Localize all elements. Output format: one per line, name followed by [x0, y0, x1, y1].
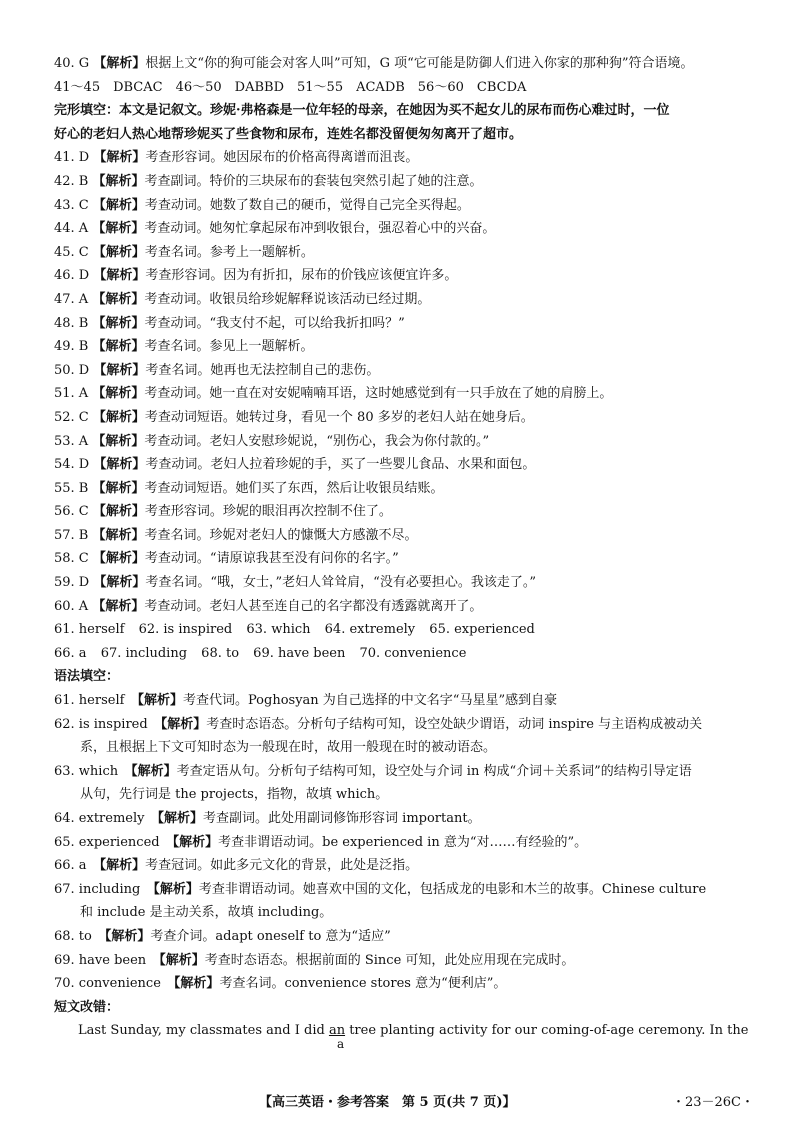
- passage-text: Last Sunday, my classmates and I did: [78, 1023, 329, 1039]
- cloze-item: [54, 595, 754, 619]
- analysis-tag: 【解析】: [93, 457, 146, 473]
- grammar-item: [54, 925, 754, 949]
- correction-passage: [54, 1019, 754, 1043]
- item-number: 68. to: [54, 928, 92, 944]
- grammar-answer: 66. a: [54, 645, 87, 661]
- grammar-item: [54, 831, 754, 855]
- analysis-tag: 【解析】: [92, 433, 145, 449]
- analysis-tag: 【解析】: [92, 551, 145, 567]
- item-number: 60. A: [54, 598, 89, 614]
- correction-fix-row: [54, 1036, 754, 1057]
- analysis-tag: 【解析】: [172, 834, 219, 850]
- item-number: 70. convenience: [54, 976, 161, 992]
- page-footer: [54, 1091, 754, 1111]
- cloze-item: [54, 312, 754, 336]
- analysis-tag: 【解析】: [137, 693, 183, 709]
- analysis-text: 考查动词。“我支付不起，可以给我折扣吗？”: [144, 315, 405, 331]
- analysis-text: 考查动词短语。她们买了东西，然后让收银员结账。: [144, 480, 444, 496]
- analysis-tag: 【解析】: [92, 339, 145, 355]
- item-number: 56. C: [54, 504, 89, 520]
- analysis-tag: 【解析】: [92, 598, 145, 614]
- grammar-answer: 65. experienced: [429, 622, 535, 638]
- analysis-tag: 【解析】: [92, 409, 145, 425]
- grammar-item-continuation: 系，且根据上下文可知时态为一般现在时，故用一般现在时的被动语态。: [80, 740, 497, 756]
- analysis-text: 考查副词。此处用副词修饰形容词 important。: [203, 811, 481, 826]
- grammar-list: [54, 689, 754, 996]
- item-number: 64. extremely: [54, 811, 145, 826]
- analysis-text: 考查代词。Poghosyan 为自己选择的中文名字“马星星”感到自豪: [182, 693, 558, 709]
- analysis-tag: 【解析】: [92, 504, 145, 520]
- analysis-tag: 【解析】: [157, 811, 204, 826]
- analysis-text: 考查动词短语。她转过身，看见一个 80 多岁的老妇人站在她身后。: [144, 409, 534, 425]
- analysis-tag: 【解析】: [173, 976, 220, 992]
- cloze-item: [54, 547, 754, 571]
- item-number: 62. is inspired: [54, 716, 148, 732]
- analysis-tag: 【解析】: [92, 480, 145, 496]
- answers-41-60: 41～45 DBCAC 46～50 DABBD 51～55 ACADB 56～60 CBCDA: [54, 79, 527, 95]
- item-number: 42. B: [54, 173, 89, 189]
- item-number: 51. A: [54, 386, 89, 402]
- analysis-tag: 【解析】: [131, 763, 177, 779]
- analysis-text: 考查动词。老妇人拉着珍妮的手，买了一些婴儿食品、水果和面包。: [145, 457, 536, 473]
- analysis-tag: 【解析】: [92, 386, 145, 402]
- analysis-tag: 【解析】: [93, 575, 146, 591]
- cloze-item: [54, 217, 754, 241]
- analysis-tag: 【解析】: [92, 315, 145, 331]
- cloze-intro-line1: 完形填空：本文是记叙文。珍妮·弗格森是一位年轻的母亲，在她因为买不起女儿的尿布而伤心难过时，一位: [54, 103, 670, 119]
- item-number: 69. have been: [54, 952, 147, 968]
- footer-code: ・23－26C・: [671, 1095, 754, 1110]
- cloze-item: [54, 241, 754, 265]
- cloze-item: [54, 406, 754, 430]
- item-number: 45. C: [54, 244, 89, 260]
- analysis-text: 考查动词。收银员给珍妮解释说该活动已经过期。: [144, 291, 431, 307]
- q40-number: 40. G: [54, 56, 90, 71]
- grammar-item: [54, 760, 754, 784]
- item-number: 49. B: [54, 339, 89, 355]
- item-number: 48. B: [54, 315, 89, 331]
- analysis-text: 考查动词。她匆忙拿起尿布冲到收银台，强忍着心中的兴奋。: [144, 221, 496, 237]
- item-number: 55. B: [54, 480, 89, 496]
- analysis-text: 考查名词。珍妮对老妇人的慷慨大方感激不尽。: [144, 527, 418, 543]
- item-number: 44. A: [54, 221, 89, 237]
- grammar-answer: 61. herself: [54, 622, 125, 638]
- item-number: 58. C: [54, 551, 89, 567]
- grammar-answer: 63. which: [246, 622, 311, 638]
- analysis-text: 考查名词。参考上一题解析。: [144, 244, 314, 260]
- analysis-tag: 【解析】: [99, 858, 146, 874]
- analysis-tag: 【解析】: [159, 952, 205, 968]
- item-number: 54. D: [54, 457, 90, 473]
- analysis-text: 考查形容词。她因尿布的价格高得离谱而沮丧。: [145, 150, 419, 166]
- analysis-tag: 【解析】: [153, 881, 199, 897]
- cloze-item: [54, 288, 754, 312]
- item-number: 57. B: [54, 527, 89, 543]
- analysis-tag: 【解析】: [92, 527, 145, 543]
- grammar-item: [54, 854, 754, 878]
- q40-line: [54, 52, 754, 76]
- cloze-item: [54, 194, 754, 218]
- item-number: 41. D: [54, 150, 90, 166]
- analysis-text: 考查名词。参见上一题解析。: [144, 339, 314, 355]
- cloze-item: [54, 571, 754, 595]
- cloze-item: [54, 335, 754, 359]
- analysis-text: 考查非谓语动词。be experienced in 意为“对……有经验的”。: [218, 834, 588, 850]
- item-number: 53. A: [54, 433, 89, 449]
- analysis-text: 考查冠词。如此多元文化的背景，此处是泛指。: [145, 858, 419, 874]
- analysis-text: 考查副词。特价的三块尿布的套装包突然引起了她的注意。: [144, 173, 483, 189]
- analysis-text: 考查动词。老妇人安慰珍妮说，“别伤心，我会为你付款的。”: [144, 433, 490, 449]
- grammar-answer: 68. to: [201, 645, 240, 661]
- cloze-item: [54, 430, 754, 454]
- cloze-item: [54, 146, 754, 170]
- item-number: 46. D: [54, 268, 90, 284]
- analysis-tag: 【解析】: [92, 197, 145, 213]
- analysis-tag: 【解析】: [92, 291, 145, 307]
- analysis-text: 考查名词。“哦，女士，”老妇人耸耸肩，“没有必要担心。我该走了。”: [145, 575, 536, 591]
- grammar-heading: 语法填空：: [54, 669, 120, 685]
- item-number: 52. C: [54, 409, 89, 425]
- correction-heading: 短文改错：: [54, 999, 120, 1015]
- cloze-item: [54, 382, 754, 406]
- analysis-text: 考查形容词。珍妮的眼泪再次控制不住了。: [144, 504, 392, 520]
- cloze-item: [54, 264, 754, 288]
- analysis-text: 考查名词。她再也无法控制自己的悲伤。: [145, 362, 380, 378]
- cloze-item: [54, 500, 754, 524]
- error-word: an: [328, 1023, 346, 1039]
- grammar-item: [54, 949, 754, 973]
- correction-fix: a: [337, 1036, 345, 1051]
- item-number: 65. experienced: [54, 834, 160, 850]
- analysis-text: 考查形容词。因为有折扣，尿布的价钱应该便宜许多。: [145, 268, 458, 284]
- cloze-item: [54, 359, 754, 383]
- analysis-tag: 【解析】: [92, 244, 145, 260]
- analysis-text: 考查动词。“请原谅我甚至没有问你的名字。”: [144, 551, 399, 567]
- item-number: 67. including: [54, 881, 141, 897]
- analysis-text: 考查动词。老妇人甚至连自己的名字都没有透露就离开了。: [144, 598, 483, 614]
- analysis-tag: 【解析】: [160, 716, 207, 732]
- item-number: 50. D: [54, 362, 90, 378]
- grammar-answers-row2: [54, 642, 754, 666]
- grammar-item: [54, 972, 754, 996]
- analysis-text: 考查非谓语动词。她喜欢中国的文化，包括成龙的电影和木兰的故事。Chinese culture: [198, 881, 707, 897]
- analysis-text: 考查定语从句。分析句子结构可知，设空处与介词 in 构成“介词＋关系词”的结构引导定语: [176, 763, 692, 779]
- cloze-list: [54, 146, 754, 618]
- grammar-answer: 70. convenience: [359, 645, 467, 661]
- grammar-answer: 67. including: [100, 645, 188, 661]
- analysis-text: 考查时态语态。根据前面的 Since 可知，此处应用现在完成时。: [204, 952, 575, 968]
- grammar-item: [54, 878, 754, 902]
- analysis-tag: 【解析】: [92, 221, 145, 237]
- grammar-answer: 64. extremely: [324, 622, 416, 638]
- page-content: [54, 52, 754, 1057]
- cloze-intro-line2: 好心的老妇人热心地帮珍妮买了些食物和尿布，连姓名都没留便匆匆离开了超市。: [54, 126, 523, 142]
- footer-title: 【高三英语・参考答案 第 5 页(共 7 页)】: [259, 1095, 516, 1110]
- analysis-tag: 【解析】: [93, 150, 146, 166]
- item-number: 61. herself: [54, 693, 125, 709]
- grammar-item: [54, 713, 754, 737]
- grammar-item-continuation: 和 include 是主动关系，故填 including。: [80, 905, 333, 921]
- grammar-answer: 69. have been: [253, 645, 346, 661]
- item-number: 63. which: [54, 763, 119, 779]
- grammar-item-continuation: 从句，先行词是 the projects，指物，故填 which。: [80, 787, 389, 803]
- item-number: 59. D: [54, 575, 90, 591]
- analysis-tag: 【解析】: [93, 362, 146, 378]
- analysis-tag: 【解析】: [104, 928, 151, 944]
- analysis-text: 考查动词。她数了数自己的硬币，觉得自己完全买得起。: [144, 197, 470, 213]
- item-number: 66. a: [54, 858, 87, 874]
- analysis-text: 考查介词。adapt oneself to 意为“适应”: [150, 928, 391, 944]
- cloze-item: [54, 453, 754, 477]
- q40-text: 根据上文“你的狗可能会对客人叫”可知，G 项“它可能是防御人们进入你家的那种狗”符合语境。: [145, 56, 694, 71]
- grammar-answer: 62. is inspired: [138, 622, 233, 638]
- analysis-text: 考查动词。她一直在对安妮喃喃耳语，这时她感觉到有一只手放在了她的肩膀上。: [144, 386, 613, 402]
- analysis-tag: 【解析】: [93, 268, 146, 284]
- cloze-item: [54, 524, 754, 548]
- item-number: 47. A: [54, 291, 89, 307]
- analysis-text: 考查名词。convenience stores 意为“便利店”。: [219, 976, 507, 992]
- grammar-answers-row1: [54, 618, 754, 642]
- passage-text: tree planting activity for our coming-of-age ceremony. In the: [345, 1023, 749, 1039]
- cloze-item: [54, 170, 754, 194]
- analysis-tag: 【解析】: [92, 173, 145, 189]
- q40-tag: 【解析】: [93, 56, 146, 71]
- grammar-item: [54, 689, 754, 713]
- grammar-item: [54, 807, 754, 831]
- item-number: 43. C: [54, 197, 89, 213]
- cloze-item: [54, 477, 754, 501]
- analysis-text: 考查时态语态。分析句子结构可知，设空处缺少谓语，动词 inspire 与主语构成被动关: [206, 716, 703, 732]
